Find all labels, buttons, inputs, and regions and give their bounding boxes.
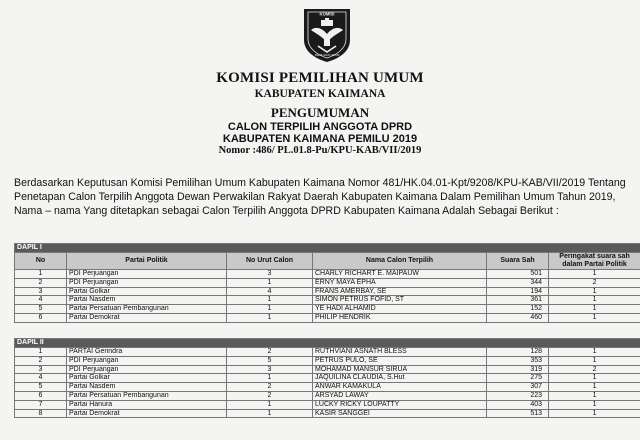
cell-name: MOHAMAD MANSUR SIRUA (313, 365, 487, 374)
cell-name: KASIR SANGGEI (313, 409, 487, 418)
cell-rank: 1 (549, 287, 640, 296)
announcement-title: PENGUMUMAN (270, 105, 370, 120)
cell-name: PHILIP HENDRIK (313, 313, 487, 322)
cell-party: Partai Demokrat (67, 409, 227, 418)
cell-party: Partai Hanura (67, 400, 227, 409)
cell-party: Partai Golkar (67, 287, 227, 296)
cell-name: FRANS AMERBAY, SE (313, 287, 487, 296)
cell-rank: 1 (549, 400, 640, 409)
announcement-line-2: KABUPATEN KAIMANA PEMILU 2019 (222, 133, 418, 145)
cell-party: Partai Persatuan Pembangunan (67, 305, 227, 314)
org-name: KOMISI PEMILIHAN UMUM (216, 70, 424, 86)
cell-no: 7 (15, 400, 67, 409)
logo-text-top: KOMISI (319, 11, 335, 17)
intro-line-3: Nama – nama Yang ditetapkan sebagai Calon Terpilih Anggota DPRD Kabupaten Kaimana Adalah Sebagai Berikut : (14, 205, 559, 217)
table-row (15, 409, 640, 418)
cell-rank: 1 (549, 383, 640, 392)
kpu-logo (298, 6, 356, 64)
cell-no: 2 (15, 356, 67, 365)
cell-rank: 2 (549, 365, 640, 374)
cell-rank: 1 (549, 313, 640, 322)
logo-text-bottom: PEMILIHAN UMUM (314, 53, 340, 57)
table-row (15, 305, 640, 314)
cell-party: Partai Nasdem (67, 296, 227, 305)
table-row (15, 356, 640, 365)
table-row (15, 391, 640, 400)
section-label: DAPIL I (15, 244, 640, 253)
cell-votes: 344 (487, 278, 549, 287)
cell-votes: 128 (487, 348, 549, 357)
cell-votes: 194 (487, 287, 549, 296)
section-header (15, 244, 640, 253)
column-header-row (15, 253, 640, 270)
cell-party: PDI Perjuangan (67, 278, 227, 287)
cell-no: 1 (15, 270, 67, 279)
col-header-party: Partai Politik (67, 253, 227, 270)
org-sub: KABUPATEN KAIMANA (254, 88, 386, 100)
table-row (15, 400, 640, 409)
announcement-number: Nomor :486/ PL.01.8-Pu/KPU-KAB/VII/2019 (218, 145, 422, 156)
cell-no: 8 (15, 409, 67, 418)
cell-number: 1 (227, 313, 313, 322)
cell-party: PDI Perjuangan (67, 356, 227, 365)
cell-party: PARTAI Gerindra (67, 348, 227, 357)
table-row (15, 287, 640, 296)
intro-line-1: Berdasarkan Keputusan Komisi Pemilihan Umum Kabupaten Kaimana Nomor 481/HK.04.01-Kpt/9208/KPU-KAB/VII/2019 Tentang (14, 177, 626, 189)
cell-no: 1 (15, 348, 67, 357)
cell-no: 4 (15, 296, 67, 305)
cell-rank: 1 (549, 391, 640, 400)
cell-number: 3 (227, 270, 313, 279)
cell-rank: 1 (549, 348, 640, 357)
cell-name: RUTHVIANI ASNATH BLESS (313, 348, 487, 357)
table-row (15, 383, 640, 392)
cell-number: 1 (227, 374, 313, 383)
cell-no: 4 (15, 374, 67, 383)
cell-no: 3 (15, 365, 67, 374)
cell-number: 5 (227, 356, 313, 365)
cell-no: 6 (15, 391, 67, 400)
table-row (15, 348, 640, 357)
cell-votes: 501 (487, 270, 549, 279)
cell-number: 1 (227, 409, 313, 418)
cell-number: 1 (227, 278, 313, 287)
cell-no: 3 (15, 287, 67, 296)
cell-votes: 152 (487, 305, 549, 314)
table-row (15, 374, 640, 383)
intro-line-2: Penetapan Calon Terpilih Anggota Dewan Perwakilan Rakyat Daerah Kabupaten Kaimana Dalam Pemilihan Umum Tahun 2019, (14, 191, 616, 203)
cell-rank: 1 (549, 374, 640, 383)
cell-party: Partai Persatuan Pembangunan (67, 391, 227, 400)
col-header-no: No (15, 253, 67, 270)
cell-votes: 307 (487, 383, 549, 392)
table-row (15, 296, 640, 305)
cell-rank: 2 (549, 278, 640, 287)
cell-number: 2 (227, 383, 313, 392)
cell-party: PDI Perjuangan (67, 365, 227, 374)
cell-no: 5 (15, 305, 67, 314)
cell-votes: 460 (487, 313, 549, 322)
section-label: DAPIL II (15, 339, 640, 348)
cell-party: Partai Golkar (67, 374, 227, 383)
col-header-rank: Peringakat suara sah dalam Partai Politik (549, 253, 640, 270)
cell-name: ERNY MAYA EPHA (313, 278, 487, 287)
cell-number: 2 (227, 391, 313, 400)
table-row (15, 278, 640, 287)
cell-number: 3 (227, 365, 313, 374)
cell-name: SIMON PETRUS FOFID, ST (313, 296, 487, 305)
cell-party: Partai Nasdem (67, 383, 227, 392)
cell-no: 2 (15, 278, 67, 287)
dapil-2-table (14, 338, 640, 418)
col-header-votes: Suara Sah (487, 253, 549, 270)
dapil-1-table (14, 243, 640, 323)
cell-name: ARSYAD LAWAY (313, 391, 487, 400)
cell-votes: 275 (487, 374, 549, 383)
section-header (15, 339, 640, 348)
cell-votes: 223 (487, 391, 549, 400)
col-header-name: Nama Calon Terpilih (313, 253, 487, 270)
cell-no: 5 (15, 383, 67, 392)
cell-name: ANWAR KAMAKULA (313, 383, 487, 392)
cell-rank: 1 (549, 305, 640, 314)
table-row (15, 270, 640, 279)
col-header-number: No Urut Calon (227, 253, 313, 270)
cell-rank: 1 (549, 296, 640, 305)
cell-name: LUCKY RICKY LOUPATTY (313, 400, 487, 409)
cell-name: YE HADI ALHAMID (313, 305, 487, 314)
cell-votes: 353 (487, 356, 549, 365)
cell-rank: 1 (549, 409, 640, 418)
cell-name: PETRUS PULO, SE (313, 356, 487, 365)
cell-name: CHARLY RICHART E. MAIPAUW (313, 270, 487, 279)
table-row (15, 365, 640, 374)
cell-number: 1 (227, 296, 313, 305)
cell-votes: 319 (487, 365, 549, 374)
cell-number: 4 (227, 287, 313, 296)
cell-votes: 403 (487, 400, 549, 409)
table-row (15, 313, 640, 322)
cell-number: 1 (227, 305, 313, 314)
cell-votes: 513 (487, 409, 549, 418)
cell-no: 6 (15, 313, 67, 322)
cell-votes: 361 (487, 296, 549, 305)
announcement-line-1: CALON TERPILIH ANGGOTA DPRD (227, 121, 413, 133)
cell-rank: 1 (549, 356, 640, 365)
cell-number: 1 (227, 400, 313, 409)
cell-party: PDI Perjuangan (67, 270, 227, 279)
cell-rank: 1 (549, 270, 640, 279)
intro-paragraph (14, 176, 640, 218)
cell-party: Partai Demokrat (67, 313, 227, 322)
cell-number: 2 (227, 348, 313, 357)
cell-name: JAQUILINA CLAUDIA, S.Hut (313, 374, 487, 383)
